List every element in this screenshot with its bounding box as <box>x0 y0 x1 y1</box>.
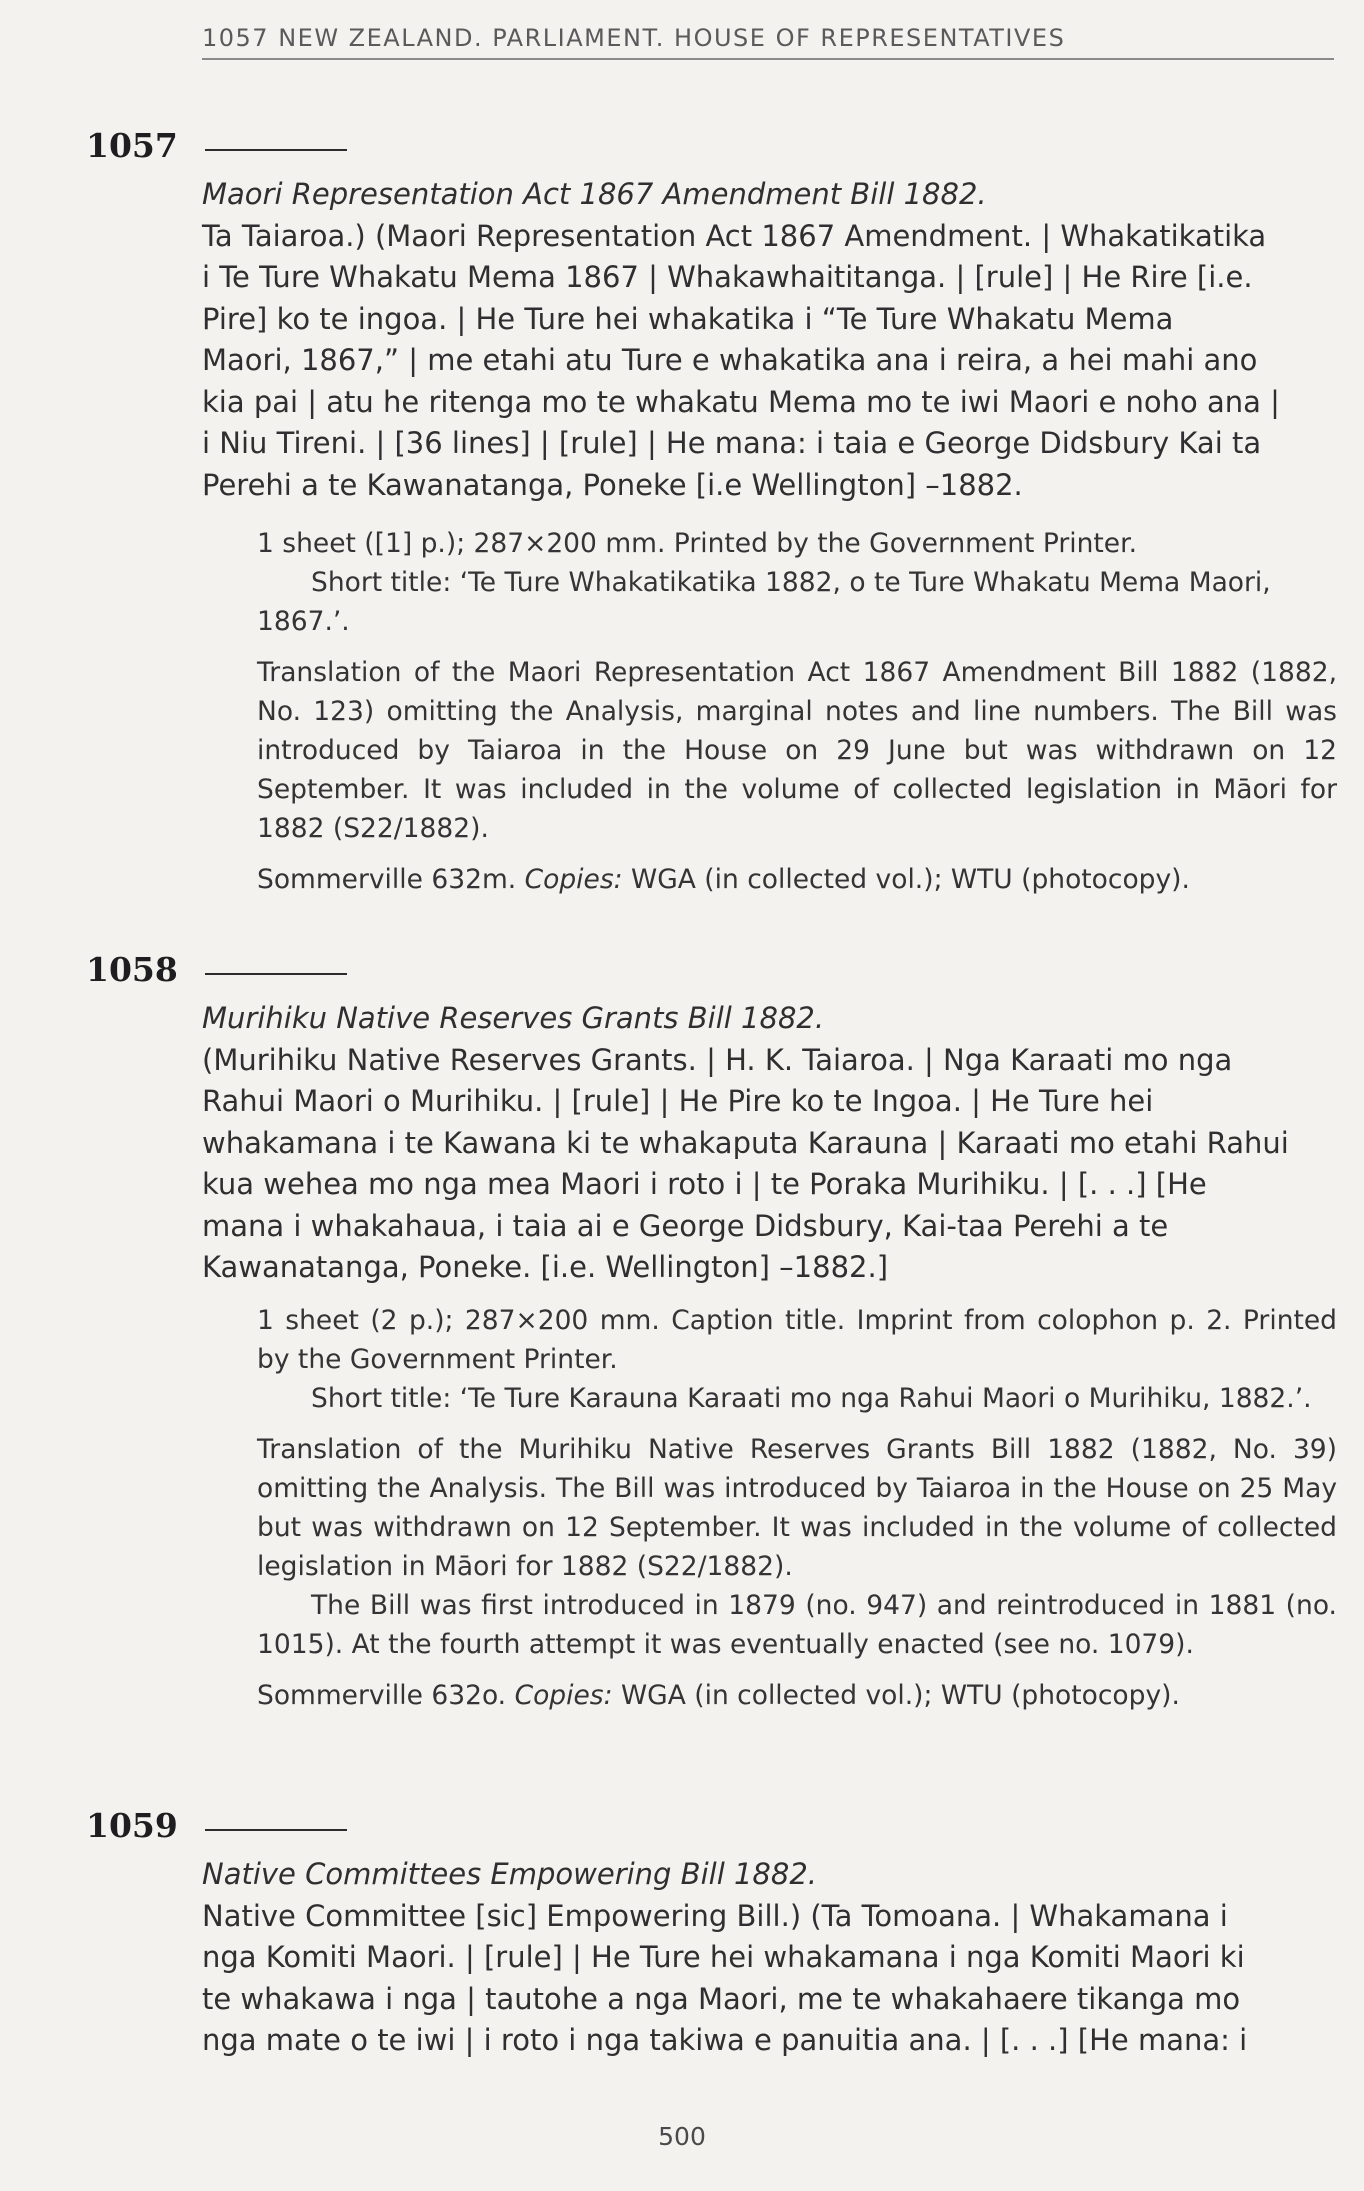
entry-title: Native Committees Empowering Bill 1882. <box>202 1857 817 1891</box>
entry-line: i Niu Tireni. | [36 lines] | [rule] | He mana: i taia e George Didsbury Kai ta <box>202 426 1262 460</box>
entry-line: Ta Taiaroa.) (Maori Representation Act 1867 Amendment. | Whakatikatika <box>202 218 1267 253</box>
entry-line: te whakawa i nga | tautohe a nga Maori, me te whakahaere tikanga mo <box>202 1981 1241 2016</box>
entry-line: (Murihiku Native Reserves Grants. | H. K. Taiaroa. | Nga Karaati mo nga <box>202 1042 1233 1077</box>
entry-description <box>257 524 1337 899</box>
entry-line: Rahui Maori o Murihiku. | [rule] | He Pire ko te Ingoa. | He Ture hei <box>202 1084 1154 1118</box>
note-paragraph: Translation of the Maori Representation Act 1867 Amendment Bill 1882 (1882, No. 123) omitting the Analysis, marginal notes and line numbers. The Bill was introduced by Taiaroa in the House on 29 June but was withdrawn on 12 September. It was included in the volume of collected legislation in Māori for 1882 (S22/1882). <box>257 657 1337 844</box>
entry-body <box>202 998 1337 1289</box>
copies-label: Copies: <box>524 864 623 895</box>
entry-line: Kawanatanga, Poneke. [i.e. Wellington] –1882.] <box>202 1250 889 1284</box>
physical-description: 1 sheet (2 p.); 287×200 mm. Caption title. Imprint from colophon p. 2. Printed by the Government Printer. <box>257 1305 1337 1375</box>
entry-number: 1058 <box>86 950 178 989</box>
copies-line <box>257 1676 1337 1715</box>
entry-line: nga Komiti Maori. | [rule] | He Ture hei whakamana i nga Komiti Maori ki <box>202 1940 1245 1974</box>
physical-description: 1 sheet ([1] p.); 287×200 mm. Printed by the Government Printer. <box>257 528 1137 559</box>
entry-number: 1057 <box>86 126 178 165</box>
entry-line: whakamana i te Kawana ki te whakaputa Karauna | Karaati mo etahi Rahui <box>202 1125 1289 1160</box>
entry-rule <box>205 1829 347 1831</box>
entry-line: i Te Ture Whakatu Mema 1867 | Whakawhaititanga. | [rule] | He Rire [i.e. <box>202 260 1253 294</box>
entry-rule <box>205 149 347 151</box>
copies-value: WGA (in collected vol.); WTU (photocopy). <box>620 1680 1180 1711</box>
entry-line: nga mate o te iwi | i roto i nga takiwa e panuitia ana. | [. . .] [He mana: i <box>202 2023 1248 2057</box>
page-number: 500 <box>658 2122 706 2151</box>
entry-line: Native Committee [sic] Empowering Bill.) (Ta Tomoana. | Whakamana i <box>202 1898 1228 1933</box>
note-paragraph: Translation of the Murihiku Native Reserves Grants Bill 1882 (1882, No. 39) omitting the Analysis. The Bill was introduced by Taiaroa in the House on 25 May but was withdrawn on 12 September. It was included in the volume of collected legislation in Māori for 1882 (S22/1882). <box>257 1434 1337 1582</box>
running-head: 1057 NEW ZEALAND. PARLIAMENT. HOUSE OF REPRESENTATIVES <box>202 24 1334 60</box>
entry-title: Murihiku Native Reserves Grants Bill 1882. <box>202 1001 825 1035</box>
entry-rule <box>205 973 347 975</box>
entry-description <box>257 1301 1337 1715</box>
entry-line: Pire] ko te ingoa. | He Ture hei whakatika i “Te Ture Whakatu Mema <box>202 301 1174 336</box>
entry-body <box>202 1854 1337 2062</box>
entry-line: Perehi a te Kawanatanga, Poneke [i.e Wellington] –1882. <box>202 467 1023 502</box>
entry-body <box>202 174 1337 506</box>
short-title: Short title: ‘Te Ture Karauna Karaati mo nga Rahui Maori o Murihiku, 1882.’. <box>311 1383 1312 1414</box>
copies-value: WGA (in collected vol.); WTU (photocopy). <box>631 864 1190 895</box>
entry-line: Maori, 1867,” | me etahi atu Ture e whakatika ana i reira, a hei mahi ano <box>202 343 1258 377</box>
entry-line: mana i whakahaua, i taia ai e George Didsbury, Kai-taa Perehi a te <box>202 1208 1169 1243</box>
short-title: Short title: ‘Te Ture Whakatikatika 1882, o te Ture Whakatu Mema Maori, 1867.’. <box>257 567 1271 637</box>
reference: Sommerville 632m. <box>257 864 517 895</box>
entry-line: kua wehea mo nga mea Maori i roto i | te Poraka Murihiku. | [. . .] [He <box>202 1167 1207 1201</box>
copies-label: Copies: <box>514 1680 613 1711</box>
entry-number: 1059 <box>86 1806 178 1845</box>
reference: Sommerville 632o. <box>257 1680 507 1711</box>
copies-line <box>257 860 1337 899</box>
entry-title: Maori Representation Act 1867 Amendment Bill 1882. <box>202 177 987 211</box>
entry-line: kia pai | atu he ritenga mo te whakatu Mema mo te iwi Maori e noho ana | <box>202 384 1280 419</box>
note-paragraph: The Bill was first introduced in 1879 (no. 947) and reintroduced in 1881 (no. 1015). At the fourth attempt it was eventually enacted (see no. 1079). <box>257 1590 1337 1660</box>
